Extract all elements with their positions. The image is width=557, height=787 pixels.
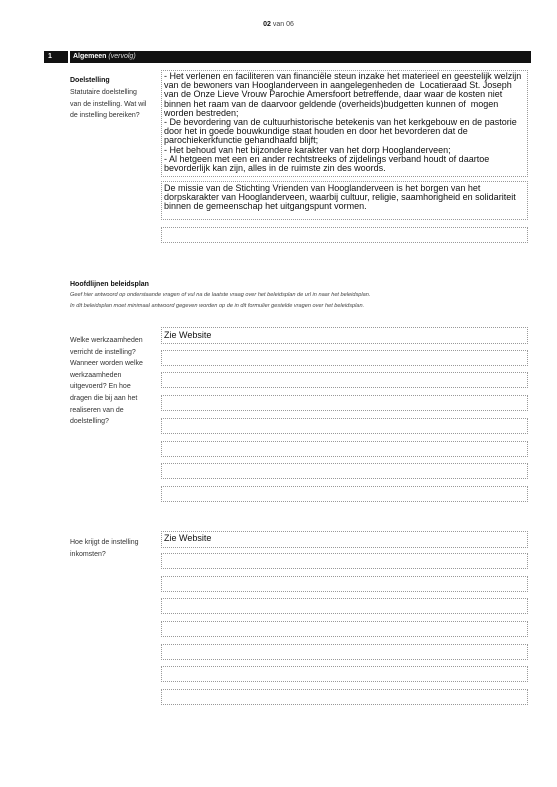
werkzaamheden-field-2[interactable]	[161, 350, 528, 366]
section-title	[73, 53, 136, 60]
doelstelling-description: Statutaire doelstelling van de instelling. Wat wil de instelling bereiken?	[70, 89, 147, 120]
inkomsten-field-5[interactable]	[161, 621, 528, 637]
inkomsten-field-4[interactable]	[161, 598, 528, 614]
werkzaamheden-field-7[interactable]	[161, 463, 528, 479]
beleidsplan-heading: Hoofdlijnen beleidsplan	[70, 281, 149, 288]
werkzaamheden-field-4[interactable]	[161, 395, 528, 411]
werkzaamheden-field-6[interactable]	[161, 441, 528, 457]
beleidsplan-note-1: Geef hier antwoord op onderstaande vragen of vul na de laatste vraag over het beleidsplan de url in naar het beleidsplan.	[70, 292, 371, 298]
page-total: 06	[286, 21, 294, 28]
section-title-text: Algemeen	[73, 53, 107, 60]
inkomsten-field-7[interactable]	[161, 666, 528, 682]
doelstelling-heading: Doelstelling	[70, 77, 110, 84]
werkzaamheden-field-5[interactable]	[161, 418, 528, 434]
inkomsten-field-2[interactable]	[161, 553, 528, 569]
werkzaamheden-field-3[interactable]	[161, 372, 528, 388]
page-sep: van	[272, 21, 285, 28]
section-divider	[68, 51, 70, 63]
beleidsplan-note-2: In dit beleidsplan moet minimaal antwoord gegeven worden op de in dit formulier gestelde vragen over het beleidsplan.	[70, 303, 365, 309]
inkomsten-question: Hoe krijgt de instelling inkomsten?	[70, 539, 139, 558]
doelstelling-answer-1: - Het verlenen en faciliteren van financiële steun inzake het materieel en geestelijk welzijn van de bewoners van Hooglanderveen in aangelegenheden de Locatieraad St. Joseph van de Onze Lieve Vrouw Parochie Amersfoort betreffende, daar waar de kosten niet binnen het raam van de daarvoor geldende (overheids)budgetten kunnen of mogen worden bestreden; - De bevordering van de cultuurhistorische betekenis van het kerkgebouw en de pastorie door het in goede bouwkundige staat houden en door het bevorderen dat de parochiekerkfunctie gehandhaafd blijft; - Het behoud van het bijzondere karakter van het dorp Hooglanderveen; - Al hetgeen met een en ander rechtstreeks of zijdelings verband houdt of daartoe bevorderlijk kan zijn, alles in de ruimste zin des woords.	[164, 71, 522, 174]
werkzaamheden-question: Welke werkzaamheden verricht de instelling? Wanneer worden welke werkzaamheden uitgevoerd? En hoe dragen die bij aan het realiseren van de doelstelling?	[70, 337, 143, 426]
doelstelling-field-3[interactable]	[161, 227, 528, 243]
doelstelling-answer-2: De missie van de Stichting Vrienden van Hooglanderveen is het borgen van het dorpskarakter van Hooglanderveen, waarbij cultuur, religie, saamhorigheid en solidariteit binnen de gemeenschap het uitgangspunt vormen.	[164, 183, 519, 212]
section-subtitle: (vervolg)	[108, 53, 136, 60]
section-header	[44, 51, 531, 63]
werkzaamheden-field-8[interactable]	[161, 486, 528, 502]
inkomsten-answer: Zie Website	[164, 533, 212, 543]
page-number	[0, 21, 557, 28]
inkomsten-field-3[interactable]	[161, 576, 528, 592]
section-number: 1	[48, 53, 52, 60]
page-current: 02	[263, 21, 271, 28]
werkzaamheden-answer: Zie Website	[164, 330, 212, 340]
inkomsten-field-8[interactable]	[161, 689, 528, 705]
inkomsten-field-6[interactable]	[161, 644, 528, 660]
